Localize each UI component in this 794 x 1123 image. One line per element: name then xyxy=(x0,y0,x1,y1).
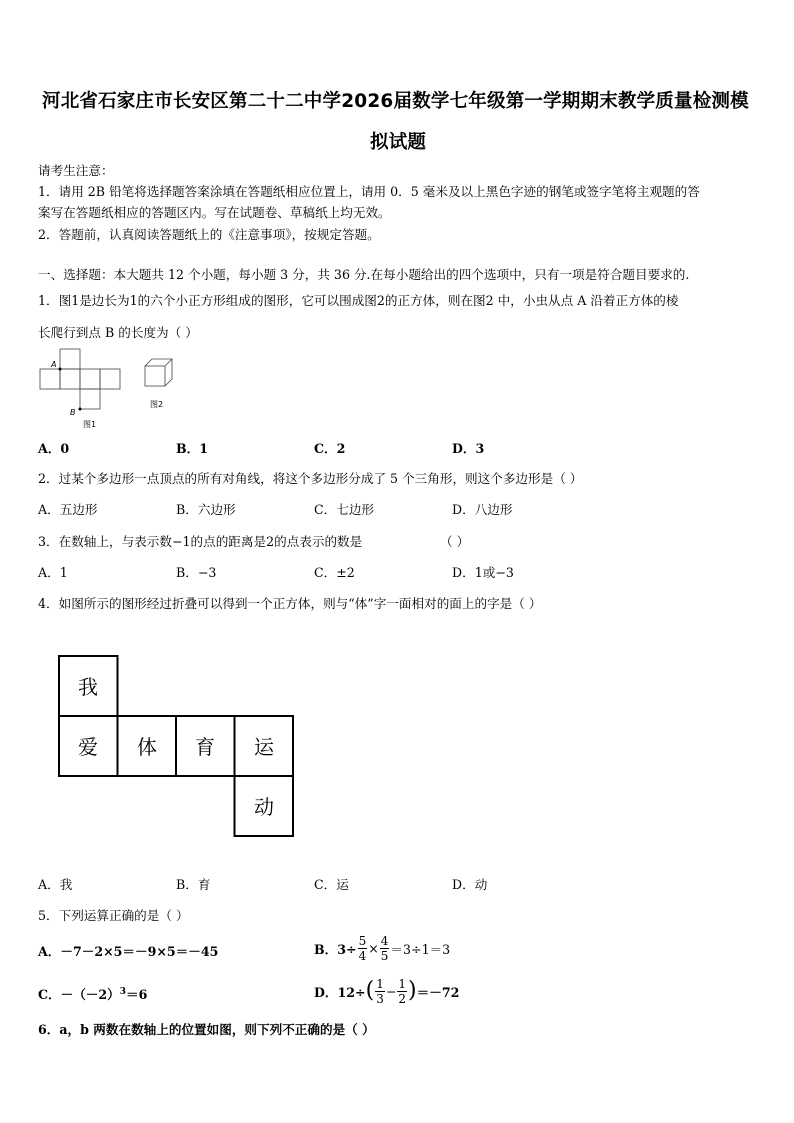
q5-option-a[interactable]: A．－7－2×5＝－9×5＝－45 xyxy=(38,944,219,959)
q3-option-c[interactable]: C．±2 xyxy=(314,565,355,580)
q2-option-c[interactable]: C．七边形 xyxy=(314,502,375,517)
q4-option-a[interactable]: A．我 xyxy=(38,877,73,892)
q4-cube-net xyxy=(58,655,298,839)
paper-title-line2: 拟试题 xyxy=(370,132,427,153)
q5-option-d[interactable] xyxy=(314,973,459,1009)
q5-d-prefix: D．12÷ xyxy=(314,984,366,1000)
q5-c-suffix: ＝6 xyxy=(126,987,148,1002)
q2-option-b[interactable]: B．六边形 xyxy=(176,502,236,517)
q5-b-fraction-2: $\frac{4}{5}$ xyxy=(380,933,389,963)
notice-item-1b: 案写在答题纸相应的答题区内。写在试题卷、草稿纸上均无效。 xyxy=(38,205,391,220)
q4-option-c[interactable]: C．运 xyxy=(314,877,349,892)
q1-cube-figure xyxy=(145,359,172,386)
q1-option-b[interactable]: B．1 xyxy=(176,441,209,456)
q4-cell-text-3: 育 xyxy=(195,735,215,759)
q3-option-b[interactable]: B．−3 xyxy=(176,565,217,580)
q5-c-prefix: C．－（－2） xyxy=(38,987,120,1002)
q1-option-a[interactable]: A．0 xyxy=(38,441,70,456)
q5-option-c[interactable] xyxy=(38,984,147,1003)
q4-option-d[interactable]: D．动 xyxy=(452,877,488,892)
q5-d-fraction-1: $\frac{1}{3}$ xyxy=(376,976,384,1006)
q3-text: 3．在数轴上，与表示数−1的点的距离是2的点表示的数是 xyxy=(38,534,363,549)
q6-text: 6．a，b 两数在数轴上的位置如图，则下列不正确的是（ ） xyxy=(38,1022,375,1037)
notice-item-1a: 1．请用 2B 铅笔将选择题答案涂填在答题纸相应位置上，请用 0．5 毫米及以上黑色字迹的钢笔或签字笔将主观题的答 xyxy=(38,184,700,199)
q1-net-figure xyxy=(40,349,120,409)
q5-d-left-paren: ( xyxy=(365,978,375,1003)
notice-item-2: 2．答题前，认真阅读答题纸上的《注意事项》，按规定答题。 xyxy=(38,227,380,242)
q2-text: 2．过某个多边形一点顶点的所有对角线，将这个多边形分成了 5 个三角形，则这个多边形是（ ） xyxy=(38,471,583,486)
q5-b-times: × xyxy=(368,940,379,956)
q5-d-suffix: ＝－72 xyxy=(416,984,460,1000)
q1-fig1-label: 图1 xyxy=(83,420,97,429)
q5-option-b[interactable] xyxy=(314,930,450,966)
q4-cell-text-4: 运 xyxy=(254,735,274,759)
q5-d-minus: − xyxy=(385,983,397,999)
q5-b-fraction-1: $\frac{5}{4}$ xyxy=(358,933,367,963)
q5-b-prefix: B．3÷ xyxy=(314,941,357,957)
q1-point-a-label: A xyxy=(51,360,57,369)
q3-answer-paren: （ ） xyxy=(440,534,470,549)
q4-cell-text-5: 动 xyxy=(254,795,274,819)
q4-cell-text-1: 爱 xyxy=(78,735,98,759)
q5-b-suffix: ＝3÷1＝3 xyxy=(390,941,451,957)
q1-point-b-dot xyxy=(79,408,82,411)
q4-cell-text-2: 体 xyxy=(137,735,157,759)
q3-option-a[interactable]: A．1 xyxy=(38,565,68,580)
q2-option-d[interactable]: D．八边形 xyxy=(452,502,513,517)
q1-point-b-label: B xyxy=(70,408,76,417)
q1-text-line2: 长爬行到点 B 的长度为（ ） xyxy=(38,325,198,340)
section-heading: 一、选择题：本大题共 12 个小题，每小题 3 分，共 36 分.在每小题给出的四个选项中，只有一项是符合题目要求的. xyxy=(38,267,690,282)
q4-option-b[interactable]: B．育 xyxy=(176,877,211,892)
q4-cell-text-0: 我 xyxy=(78,675,98,699)
q1-option-d[interactable]: D．3 xyxy=(452,441,485,456)
q5-c-exponent: 3 xyxy=(119,986,127,997)
q3-option-d[interactable]: D．1或−3 xyxy=(452,565,514,580)
q5-d-fraction-2: $\frac{1}{2}$ xyxy=(398,976,407,1006)
q5-text: 5．下列运算正确的是（ ） xyxy=(38,908,189,923)
q1-option-c[interactable]: C．2 xyxy=(314,441,346,456)
notice-heading: 请考生注意： xyxy=(38,163,114,178)
q2-option-a[interactable]: A．五边形 xyxy=(38,502,98,517)
q1-figures xyxy=(34,345,194,433)
q1-text-line1: 1．图1是边长为1的六个小正方形组成的图形，它可以围成图2的正方体，则在图2 中，小虫从点 A 沿着正方体的棱 xyxy=(38,293,679,308)
q5-d-right-paren: ) xyxy=(408,978,417,1003)
q1-point-a-dot xyxy=(59,368,62,371)
paper-title-line1: 河北省石家庄市长安区第二十二中学2026届数学七年级第一学期期末教学质量检测模 xyxy=(42,91,749,112)
q1-fig2-label: 图2 xyxy=(150,400,164,409)
q4-text: 4．如图所示的图形经过折叠可以得到一个正方体，则与“体”字一面相对的面上的字是（ ） xyxy=(38,596,542,611)
